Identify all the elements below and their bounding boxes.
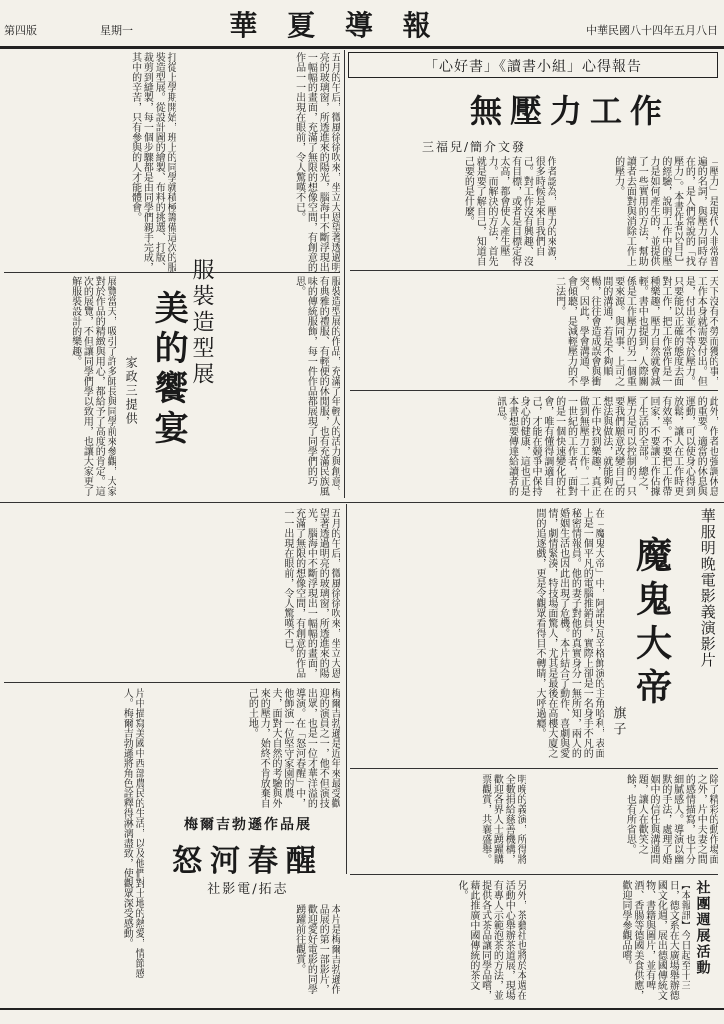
river-paragraph-1: 梅爾吉勃遜是近年來最受歡迎的演員之一，他不但演技出眾，也是一位才華洋溢的導演。在「怒河春醒」中，他飾演一位堅守家園的農夫，面對大自然的考驗與外來的壓力，始終不肯放棄自己的土地。 [246, 688, 340, 808]
community-column-2 [350, 880, 526, 1000]
river-paragraph-2: 片中描寫美國中西部農民的生活，以及他們對土地的熱愛，情節感人。梅爾吉勃遜將角色詮釋得淋漓盡致，使觀眾深受感動。 [121, 688, 144, 978]
fashion-column-4 [4, 276, 116, 496]
community-paragraph-2: 另外，茶藝社也將於本週在活動中心舉辦茶道展，現場有專人示範泡茶的方法，並提供各式茶品讓同學品嚐，藉此推廣中國傳統的茶文化。 [456, 880, 526, 1000]
fashion-title: 美的饗宴 [148, 290, 189, 450]
fashion-paragraph-1: 五月的午后，微風徐徐吹來，坐立大恩望著透過明亮的玻璃窗，所透進來的陽光，腦海中不斷浮現出一幅幅的畫面，充滿了無限的想像空間，有創意的作品一一出現在眼前，令人驚嘆不已。 [293, 52, 340, 272]
masthead-page: 第四版 [4, 24, 37, 37]
stress-paragraph-1: 「壓力」是現代人非常普遍的名詞，與壓力同時存在的，是人們常說的「找壓力」。本書作者以自己的經驗，說明工作中的壓力是如何產生的，並提供了一些實用的方法，幫助讀者去面對與消除工作上的壓力。 [612, 156, 718, 266]
community-top-divider [350, 874, 718, 875]
stress-column-1 [560, 156, 718, 268]
devil-title: 魔鬼大帝 [630, 536, 673, 712]
devil-column-1 [350, 508, 604, 766]
fashion-column-1 [180, 52, 340, 272]
masthead-date: 中華民國八十四年五月八日 [586, 24, 718, 37]
center-column-divider [344, 50, 345, 498]
stress-paragraph-4: 書中也提到，人際關係是工作壓力的另一個重要來源。與同事、上司之間的溝通，若是不夠順暢，往往會造成誤會與衝突。因此，學會溝通、學會傾聽，是減輕壓力的不二法門。 [553, 276, 648, 386]
stress-divider-2 [350, 390, 718, 391]
fashion-subtitle: 服裝造型展 [188, 258, 214, 388]
river-subtitle: 梅爾吉勃遜作品展 [184, 817, 312, 833]
stress-column-3 [350, 276, 718, 386]
masthead-weekday: 星期一 [100, 24, 133, 37]
fashion-column-2 [4, 52, 176, 272]
fashion-paragraph-4: 展覽當天，吸引了許多師長與同學前來參觀，大家對於作品的精緻與用心，都給予了高度的肯定。這次的展覽，不但讓同學們學以致用，也讓大家更了解服裝設計的樂趣。 [69, 276, 116, 496]
devil-paragraph-3: 除了精彩的動作場面之外，片中夫妻之間的感情描寫，也十分細膩感人。導演以幽默的手法，處理了婚姻中的信任與溝通問題，讓人在歡笑之餘，也有所省思。 [624, 774, 718, 864]
devil-column-2 [530, 774, 718, 870]
fashion-divider [4, 272, 340, 273]
middle-divider [0, 502, 724, 503]
river-column-2 [4, 688, 144, 988]
devil-paragraph-1: 在「魔鬼大帝」中，阿諾史瓦辛格飾演的主角哈利，表面上是一個平凡的電腦推銷員，實際上卻是一名身手不凡的秘密情報員。他的妻子對他的真實身分一無所知，兩人的婚姻生活也因此出現了危機。 [557, 508, 604, 758]
community-column-1 [530, 880, 690, 1000]
middle-column-divider [346, 504, 347, 874]
bottom-rule [0, 1008, 724, 1010]
stress-paragraph-5: 此外，作者也強調休息的重要。適當的休息與運動，可以使身心得到放鬆，讓人在工作時更有效率。不要把工作帶回家，不要讓工作佔據了生活的全部。 [636, 396, 718, 496]
river-title: 怒河春醒 [172, 844, 324, 879]
devil-divider [350, 768, 718, 769]
stress-paragraph-3: 天下沒有不勞而獲的事，工作本身就需要付出。但是，付出並不等於壓力。只要能以正確的態度去面對工作，把工作當作是一種樂趣，壓力自然就會減輕。 [636, 276, 718, 386]
book-report-banner: 「心好書」《讀書小組」心得報告 [424, 59, 642, 75]
fashion-paragraph-2: 打從上學期開始，班上的同學就積極籌備這次的服裝造型展。從設計圖的繪製、布料的挑選、打版、裁剪到縫製，每一個步驟都是由同學們親手完成，其中的辛苦，只有參與的人才能體會。 [129, 52, 176, 272]
stress-column-2 [350, 156, 556, 268]
masthead-paper-name: 華 夏 導 報 [229, 9, 441, 42]
devil-paragraph-2: 本片結合了動作、喜劇與愛情，劇情緊湊，特技場面驚人，尤其是最後在高樓大廈之間的追逐戲，更是令觀眾看得目不轉睛，大呼過癮。 [534, 508, 569, 758]
stress-paragraph-6: 總之，壓力是可以控制的。只要我們願意改變自己的想法與做法，就能夠在工作中找到樂趣，真正做到無壓力工作。 [577, 396, 648, 496]
masthead [0, 0, 724, 46]
masthead-rule [0, 46, 724, 49]
community-paragraph-1: 【本報訊】今日起至十三日，德文系在大廣場舉辦德國文化週，展出德國傳統文物、書籍與圖片，並有啤酒、香腸等德國美食供應，歡迎同學參觀品嚐。 [620, 880, 690, 1000]
river-top-divider [4, 682, 340, 683]
devil-byline: 旗子 [610, 706, 626, 738]
stress-paragraph-7: 二十一世紀的工作者，面對的是一個快速變化的社會，唯有懂得調適自己，才能在競爭中保持身心的健康，這也正是本書想要傳達給讀者的訊息。 [494, 396, 589, 496]
stress-article-byline: 三福兒/簡介文發 [421, 140, 527, 154]
stress-divider-1 [350, 270, 718, 271]
river-byline: 社影電/拓志 [207, 882, 289, 897]
devil-subtitle: 華服明晚電影義演影片 [698, 508, 717, 668]
fashion-continuation-text: 五月的午后，微風徐徐吹來，坐立大恩望著透過明亮的玻璃窗，所透進來的陽光，腦海中不斷浮現出一幅幅的畫面，充滿了無限的想像空間，有創意的作品一一出現在眼前，令人驚嘆不已。 [281, 508, 340, 678]
fashion-column-3 [224, 276, 340, 496]
fashion-continuation-column [4, 508, 340, 678]
fashion-byline: 家政三提供 [124, 356, 139, 426]
community-title: 社團週展活動 [694, 880, 711, 976]
devil-paragraph-4: 明晚的義演，所得將全數捐給慈善機構，歡迎各界人士踴躍購票觀賞，共襄盛舉。 [479, 774, 526, 864]
river-paragraph-3: 本片是梅爾吉勃遜作品展的第一部影片，歡迎愛好電影的同學踴躍前往觀賞。 [293, 904, 340, 994]
river-column-3 [150, 904, 340, 1000]
stress-column-4 [350, 396, 718, 500]
stress-article-title: 無壓力工作 [469, 92, 670, 130]
stress-paragraph-2: 作者認為，壓力的來源，很多時候是來自我們自己。對工作沒有興趣、沒有目標，或者是目標定得太高，都會使人產生壓力。而解決的方法，首先就是要了解自己，知道自己要的是什麼。 [462, 156, 556, 266]
river-column-1 [200, 688, 340, 808]
fashion-paragraph-3: 服裝造型展的作品，充滿了年輕人的活力與創意。有典雅的禮服、有輕便的休閒服，也有充滿民族風味的傳統服飾，每一件作品都展現了同學們的巧思。 [293, 276, 340, 496]
devil-column-3 [350, 774, 526, 870]
